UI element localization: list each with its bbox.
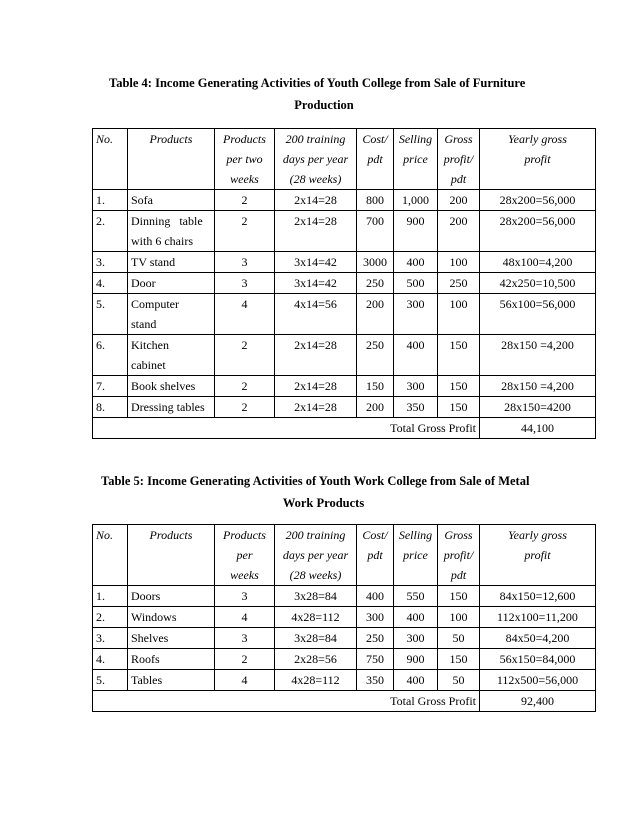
- cell-gross-profit: 100: [438, 252, 480, 273]
- cell-selling-price: 350: [394, 397, 438, 418]
- cell-gross-profit: 200: [438, 211, 480, 252]
- table5-header-row: [93, 525, 596, 586]
- cell-yearly-gross-profit: 112x100=11,200: [480, 607, 596, 628]
- cell-no: 3.: [93, 628, 128, 649]
- cell-selling-price: 300: [394, 376, 438, 397]
- col-header-selling-price: Selling price: [394, 129, 438, 190]
- col-header-yearly-gross-profit: Yearly gross profit: [480, 129, 596, 190]
- cell-no: 2.: [93, 607, 128, 628]
- col-header-cost: Cost/ pdt: [357, 525, 394, 586]
- cell-gross-profit: 100: [438, 607, 480, 628]
- cell-selling-price: 1,000: [394, 190, 438, 211]
- cell-gross-profit: 250: [438, 273, 480, 294]
- cell-training-days: 4x28=112: [275, 670, 357, 691]
- cell-yearly-gross-profit: 28x150 =4,200: [480, 376, 596, 397]
- cell-training-days: 2x14=28: [275, 335, 357, 376]
- table4-caption-line2: Production: [294, 98, 354, 112]
- table4-caption-line1: Table 4: Income Generating Activities of Youth College from Sale of Furniture: [109, 76, 526, 90]
- cell-products-per-two-weeks: 4: [215, 294, 275, 335]
- cell-training-days: 4x14=56: [275, 294, 357, 335]
- cell-product: Dressing tables: [128, 397, 215, 418]
- col-header-selling-price: Selling price: [394, 525, 438, 586]
- col-header-cost: Cost/ pdt: [357, 129, 394, 190]
- cell-products-per-two-weeks: 2: [215, 211, 275, 252]
- col-header-yearly-gross-profit: Yearly gross profit: [480, 525, 596, 586]
- cell-products-per-two-weeks: 3: [215, 586, 275, 607]
- table-row: [93, 607, 596, 628]
- table4-header-row: [93, 129, 596, 190]
- cell-cost: 200: [357, 397, 394, 418]
- cell-cost: 400: [357, 586, 394, 607]
- col-header-training-days: 200 training days per year (28 weeks): [275, 129, 357, 190]
- table4-caption: [109, 72, 539, 116]
- cell-yearly-gross-profit: 112x500=56,000: [480, 670, 596, 691]
- cell-products-per-two-weeks: 2: [215, 335, 275, 376]
- cell-product: TV stand: [128, 252, 215, 273]
- cell-gross-profit: 150: [438, 397, 480, 418]
- cell-no: 1.: [93, 190, 128, 211]
- cell-product: Doors: [128, 586, 215, 607]
- cell-no: 5.: [93, 670, 128, 691]
- cell-products-per-two-weeks: 3: [215, 628, 275, 649]
- cell-no: 6.: [93, 335, 128, 376]
- col-header-gross-profit: Gross profit/ pdt: [438, 525, 480, 586]
- cell-no: 7.: [93, 376, 128, 397]
- cell-products-per-two-weeks: 4: [215, 607, 275, 628]
- cell-products-per-two-weeks: 2: [215, 649, 275, 670]
- total-gross-profit-label: Total Gross Profit: [93, 418, 480, 439]
- cell-cost: 250: [357, 335, 394, 376]
- cell-gross-profit: 100: [438, 294, 480, 335]
- cell-gross-profit: 150: [438, 586, 480, 607]
- cell-selling-price: 400: [394, 670, 438, 691]
- cell-products-per-two-weeks: 2: [215, 376, 275, 397]
- cell-cost: 200: [357, 294, 394, 335]
- cell-no: 4.: [93, 649, 128, 670]
- cell-gross-profit: 150: [438, 335, 480, 376]
- table-row: [93, 273, 596, 294]
- cell-product: Windows: [128, 607, 215, 628]
- cell-yearly-gross-profit: 42x250=10,500: [480, 273, 596, 294]
- cell-products-per-two-weeks: 2: [215, 397, 275, 418]
- cell-products-per-two-weeks: 4: [215, 670, 275, 691]
- cell-product: Roofs: [128, 649, 215, 670]
- table5-caption-line2: Work Products: [282, 496, 365, 510]
- cell-training-days: 3x28=84: [275, 628, 357, 649]
- cell-product: Shelves: [128, 628, 215, 649]
- cell-cost: 3000: [357, 252, 394, 273]
- cell-product: Kitchen cabinet: [128, 335, 215, 376]
- cell-selling-price: 900: [394, 649, 438, 670]
- cell-products-per-two-weeks: 2: [215, 190, 275, 211]
- table-row: [93, 376, 596, 397]
- cell-no: 1.: [93, 586, 128, 607]
- cell-training-days: 3x14=42: [275, 252, 357, 273]
- table-row: [93, 397, 596, 418]
- cell-cost: 350: [357, 670, 394, 691]
- cell-selling-price: 900: [394, 211, 438, 252]
- table-row: [93, 294, 596, 335]
- cell-selling-price: 300: [394, 294, 438, 335]
- table4: [92, 128, 596, 439]
- cell-training-days: 2x28=56: [275, 649, 357, 670]
- cell-yearly-gross-profit: 28x200=56,000: [480, 211, 596, 252]
- cell-gross-profit: 50: [438, 628, 480, 649]
- cell-training-days: 2x14=28: [275, 397, 357, 418]
- cell-yearly-gross-profit: 28x150 =4,200: [480, 335, 596, 376]
- cell-yearly-gross-profit: 84x150=12,600: [480, 586, 596, 607]
- cell-cost: 250: [357, 628, 394, 649]
- table-row: [93, 252, 596, 273]
- table-row: [93, 670, 596, 691]
- col-header-no: No.: [93, 525, 128, 586]
- cell-gross-profit: 150: [438, 376, 480, 397]
- table-row: [93, 586, 596, 607]
- cell-yearly-gross-profit: 28x200=56,000: [480, 190, 596, 211]
- cell-selling-price: 500: [394, 273, 438, 294]
- cell-yearly-gross-profit: 56x150=84,000: [480, 649, 596, 670]
- cell-training-days: 2x14=28: [275, 211, 357, 252]
- table-row: [93, 211, 596, 252]
- cell-no: 8.: [93, 397, 128, 418]
- col-header-products: Products: [128, 129, 215, 190]
- col-header-gross-profit: Gross profit/ pdt: [438, 129, 480, 190]
- cell-products-per-two-weeks: 3: [215, 252, 275, 273]
- cell-gross-profit: 200: [438, 190, 480, 211]
- cell-product: Dinning table with 6 chairs: [128, 211, 215, 252]
- table5-total-row: [93, 691, 596, 712]
- cell-training-days: 4x28=112: [275, 607, 357, 628]
- table-row: [93, 628, 596, 649]
- cell-product: Computer stand: [128, 294, 215, 335]
- table-row: [93, 335, 596, 376]
- total-gross-profit-label: Total Gross Profit: [93, 691, 480, 712]
- cell-product: Tables: [128, 670, 215, 691]
- table5-caption-line1: Table 5: Income Generating Activities of Youth Work College from Sale of Metal: [101, 474, 530, 488]
- cell-yearly-gross-profit: 48x100=4,200: [480, 252, 596, 273]
- cell-yearly-gross-profit: 28x150=4200: [480, 397, 596, 418]
- table-row: [93, 190, 596, 211]
- cell-yearly-gross-profit: 84x50=4,200: [480, 628, 596, 649]
- cell-yearly-gross-profit: 56x100=56,000: [480, 294, 596, 335]
- table-row: [93, 649, 596, 670]
- cell-gross-profit: 150: [438, 649, 480, 670]
- col-header-per-two-weeks: Products per weeks: [215, 525, 275, 586]
- cell-no: 2.: [93, 211, 128, 252]
- cell-products-per-two-weeks: 3: [215, 273, 275, 294]
- cell-selling-price: 400: [394, 252, 438, 273]
- col-header-no: No.: [93, 129, 128, 190]
- col-header-products: Products: [128, 525, 215, 586]
- cell-product: Door: [128, 273, 215, 294]
- cell-cost: 250: [357, 273, 394, 294]
- cell-cost: 800: [357, 190, 394, 211]
- cell-cost: 300: [357, 607, 394, 628]
- cell-cost: 150: [357, 376, 394, 397]
- cell-training-days: 3x28=84: [275, 586, 357, 607]
- cell-cost: 700: [357, 211, 394, 252]
- cell-training-days: 2x14=28: [275, 376, 357, 397]
- cell-selling-price: 400: [394, 607, 438, 628]
- col-header-per-two-weeks: Products per two weeks: [215, 129, 275, 190]
- cell-selling-price: 300: [394, 628, 438, 649]
- table4-total-row: [93, 418, 596, 439]
- cell-selling-price: 550: [394, 586, 438, 607]
- cell-product: Sofa: [128, 190, 215, 211]
- cell-no: 4.: [93, 273, 128, 294]
- col-header-training-days: 200 training days per year (28 weeks): [275, 525, 357, 586]
- cell-training-days: 3x14=42: [275, 273, 357, 294]
- cell-no: 3.: [93, 252, 128, 273]
- cell-selling-price: 400: [394, 335, 438, 376]
- cell-cost: 750: [357, 649, 394, 670]
- cell-product: Book shelves: [128, 376, 215, 397]
- cell-gross-profit: 50: [438, 670, 480, 691]
- total-gross-profit-value: 92,400: [480, 691, 596, 712]
- table5: [92, 524, 596, 712]
- cell-training-days: 2x14=28: [275, 190, 357, 211]
- table5-caption: [101, 470, 546, 514]
- cell-no: 5.: [93, 294, 128, 335]
- total-gross-profit-value: 44,100: [480, 418, 596, 439]
